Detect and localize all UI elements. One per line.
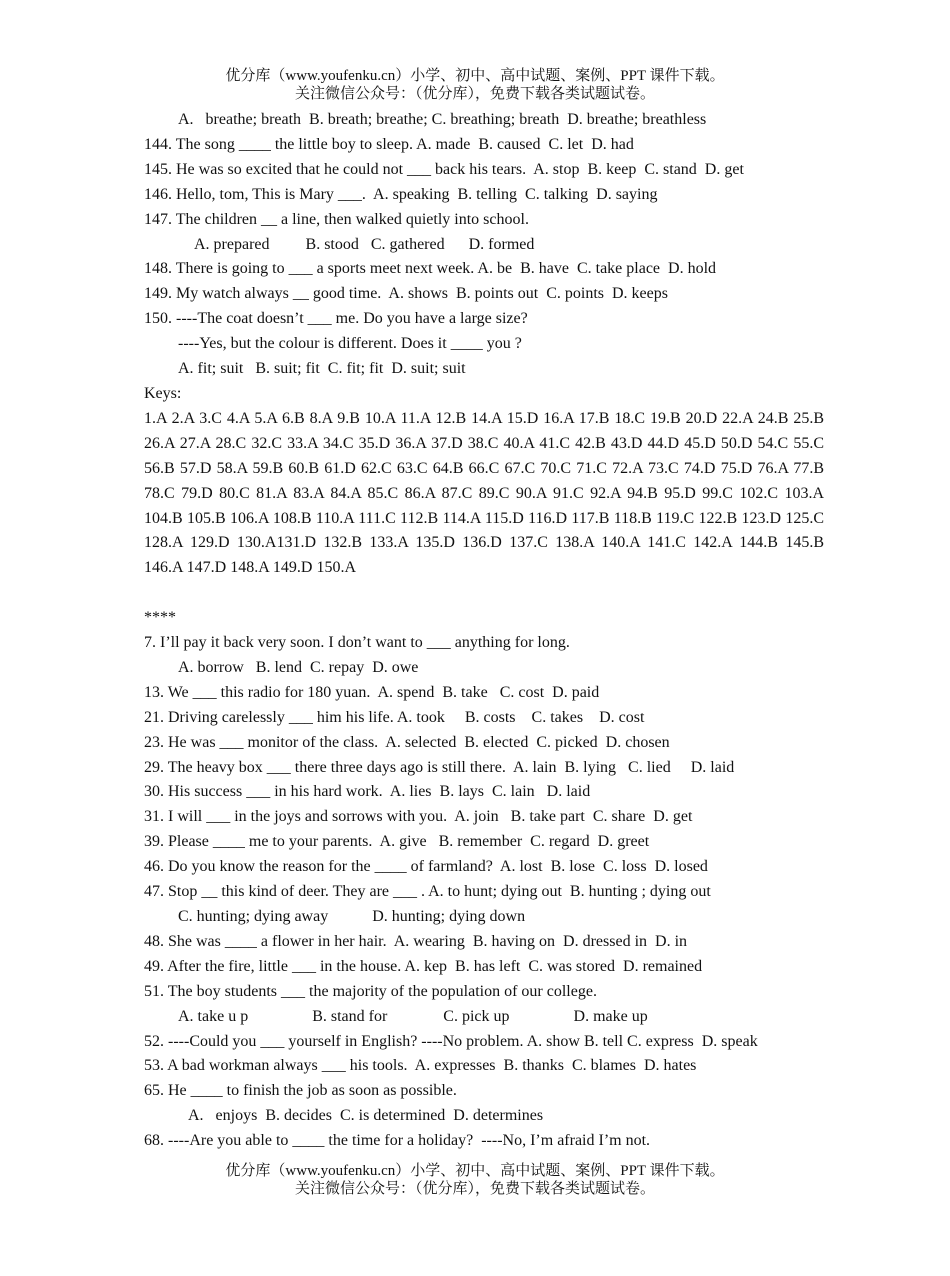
question-21: 21. Driving carelessly ___ him his life. A. took B. costs C. takes D. cost bbox=[144, 708, 645, 726]
question-13: 13. We ___ this radio for 180 yuan. A. spend B. take C. cost D. paid bbox=[144, 683, 600, 701]
question-47: 47. Stop __ this kind of deer. They are ___ . A. to hunt; dying out B. hunting ; dying out bbox=[144, 883, 711, 901]
question-49: 49. After the fire, little ___ in the house. A. kep B. has left C. was stored D. remained bbox=[144, 957, 703, 975]
question-147-options: A. prepared B. stood C. gathered D. formed bbox=[194, 235, 535, 253]
question-145: 145. He was so excited that he could not ___ back his tears. A. stop B. keep C. stand D. get bbox=[144, 160, 744, 178]
footer-line-2: 关注微信公众号：（优分库），免费下载各类试题试卷。 bbox=[294, 1181, 655, 1197]
question-23: 23. He was ___ monitor of the class. A. selected B. elected C. picked D. chosen bbox=[144, 733, 670, 751]
question-148: 148. There is going to ___ a sports meet next week. A. be B. have C. take place D. hold bbox=[144, 260, 717, 278]
question-29: 29. The heavy box ___ there three days ago is still there. A. lain B. lying C. lied D. laid bbox=[144, 758, 735, 776]
question-150-options: A. fit; suit B. suit; fit C. fit; fit D. suit; suit bbox=[178, 360, 466, 378]
question-147: 147. The children __ a line, then walked quietly into school. bbox=[144, 210, 529, 228]
question-31: 31. I will ___ in the joys and sorrows with you. A. join B. take part C. share D. get bbox=[144, 808, 693, 826]
question-53: 53. A bad workman always ___ his tools. A. expresses B. thanks C. blames D. hates bbox=[144, 1057, 697, 1075]
question-150: 150. ----The coat doesn’t ___ me. Do you have a large size? bbox=[144, 310, 528, 328]
question-65: 65. He ____ to finish the job as soon as possible. bbox=[144, 1082, 457, 1100]
question-149: 149. My watch always __ good time. A. shows B. points out C. points D. keeps bbox=[144, 285, 668, 303]
question-51-options: A. take u p B. stand for C. pick up D. make up bbox=[178, 1007, 648, 1025]
question-52: 52. ----Could you ___ yourself in English? ----No problem. A. show B. tell C. express D. speak bbox=[144, 1032, 758, 1050]
question-143-options: A. breathe; breath B. breath; breathe; C. breathing; breath D. breathe; breathless bbox=[178, 111, 707, 128]
question-150-reply: ----Yes, but the colour is different. Does it ____ you ? bbox=[178, 335, 522, 353]
keys-label: Keys: bbox=[144, 384, 182, 402]
question-30: 30. His success ___ in his hard work. A. lies B. lays C. lain D. laid bbox=[144, 783, 591, 801]
question-46: 46. Do you know the reason for the ____ of farmland? A. lost B. lose C. loss D. losed bbox=[144, 858, 708, 876]
spacer bbox=[144, 581, 824, 606]
question-7-options: A. borrow B. lend C. repay D. owe bbox=[178, 658, 419, 676]
footer-line-1: 优分库（www.youfenku.cn）小学、初中、高中试题、案例、PPT 课件下载。 bbox=[225, 1163, 725, 1179]
question-7: 7. I’ll pay it back very soon. I don’t want to ___ anything for long. bbox=[144, 634, 570, 652]
page-footer bbox=[0, 1162, 950, 1198]
question-146: 146. Hello, tom, This is Mary ___. A. speaking B. telling C. talking D. saying bbox=[144, 185, 658, 203]
question-39: 39. Please ____ me to your parents. A. give B. remember C. regard D. greet bbox=[144, 833, 650, 851]
page-header bbox=[0, 67, 950, 103]
document-body bbox=[144, 108, 824, 1154]
question-47-options: C. hunting; dying away D. hunting; dying down bbox=[178, 907, 526, 925]
question-68: 68. ----Are you able to ____ the time for a holiday? ----No, I’m afraid I’m not. bbox=[144, 1132, 651, 1150]
question-144: 144. The song ____ the little boy to sleep. A. made B. caused C. let D. had bbox=[144, 135, 634, 153]
question-51: 51. The boy students ___ the majority of the population of our college. bbox=[144, 982, 597, 1000]
answer-keys: 1.A 2.A 3.C 4.A 5.A 6.B 8.A 9.B 10.A 11.A 12.B 14.A 15.D 16.A 17.B 18.C 19.B 20.D 22.A 24.B 25.B 26.A 27.A 28.C 32.C 33.A 34.C 35.D 36.A 37.D 38.C 40.A 41.C 42.B 43.D 44.D 45.D 50.D 54.C 55.C 56.B 57.D 58.A 59.B 60.B 61.D 62.C 63.C 64.B 66.C 67.C 70.C 71.C 72.A 73.C 74.D 75.D 76.A 77.B 78.C 79.D 80.C 81.A 83.A 84.A 85.C 86.A 87.C 89.C 90.A 91.C 92.A 94.B 95.D 99.C 102.C 103.A 104.B 105.B 106.A 108.B 110.A 111.C 112.B 114.A 115.D 116.D 117.B 118.B 119.C 122.B 123.D 125.C 128.A 129.D 130.A131.D 132.B 133.A 135.D 136.D 137.C 138.A 140.A 141.C 142.A 144.B 145.B 146.A 147.D 148.A 149.D 150.A bbox=[144, 409, 824, 577]
question-65-options: A. enjoys B. decides C. is determined D. determines bbox=[188, 1107, 544, 1125]
header-line-1: 优分库（www.youfenku.cn）小学、初中、高中试题、案例、PPT 课件下载。 bbox=[225, 68, 725, 84]
question-48: 48. She was ____ a flower in her hair. A. wearing B. having on D. dressed in D. in bbox=[144, 932, 688, 950]
section-separator: **** bbox=[144, 609, 176, 627]
header-line-2: 关注微信公众号：（优分库），免费下载各类试题试卷。 bbox=[294, 86, 655, 102]
